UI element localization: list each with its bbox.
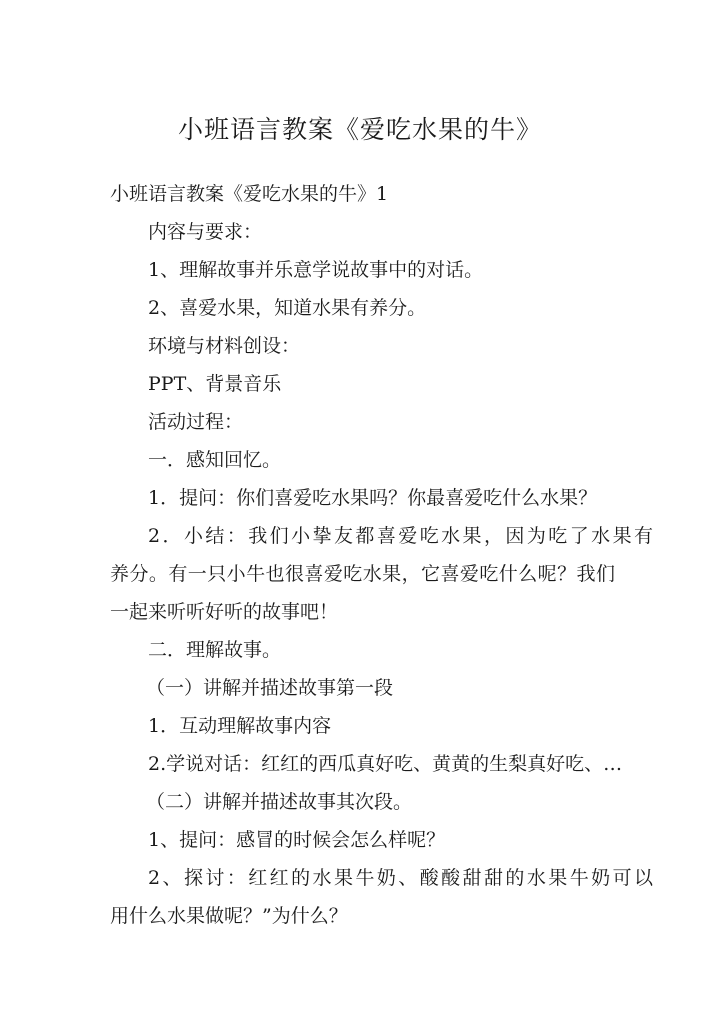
- paragraph-line: 活动过程：: [148, 411, 244, 433]
- paragraph-line: 二．理解故事。: [148, 639, 282, 661]
- paragraph-line: 1．提问：你们喜爱吃水果吗？你最喜爱吃什么水果？: [148, 487, 598, 509]
- paragraph-line: 内容与要求：: [148, 221, 263, 243]
- paragraph-line: 用什么水果做呢？”为什么？: [110, 905, 348, 927]
- paragraph-line: 2、探讨：红红的水果牛奶、酸酸甜甜的水果牛奶可以: [148, 867, 653, 889]
- paragraph-line: 一．感知回忆。: [148, 449, 282, 471]
- paragraph-line: 1．互动理解故事内容: [148, 715, 332, 737]
- paragraph-line: 一起来听听好听的故事吧！: [110, 601, 339, 623]
- paragraph-line: 养分。有一只小牛也很喜爱吃水果，它喜爱吃什么呢？我们: [110, 563, 615, 585]
- paragraph-line: 1、理解故事并乐意学说故事中的对话。: [148, 259, 484, 281]
- paragraph-line: PPT、背景音乐: [148, 373, 282, 395]
- paragraph-line: 2.学说对话：红红的西瓜真好吃、黄黄的生梨真好吃、…: [148, 753, 623, 775]
- paragraph-line: 2、喜爱水果，知道水果有养分。: [148, 297, 427, 319]
- paragraph-line: 1、提问：感冒的时候会怎么样呢？: [148, 829, 446, 851]
- paragraph-line: 环境与材料创设：: [148, 335, 301, 357]
- document-title: 小班语言教案《爱吃水果的牛》: [177, 115, 542, 144]
- section-heading: 小班语言教案《爱吃水果的牛》1: [110, 183, 389, 205]
- paragraph-line: （二）讲解并描述故事其次段。: [146, 791, 413, 813]
- paragraph-line: 2．小结：我们小挚友都喜爱吃水果，因为吃了水果有: [148, 525, 653, 547]
- paragraph-line: （一）讲解并描述故事第一段: [146, 677, 394, 699]
